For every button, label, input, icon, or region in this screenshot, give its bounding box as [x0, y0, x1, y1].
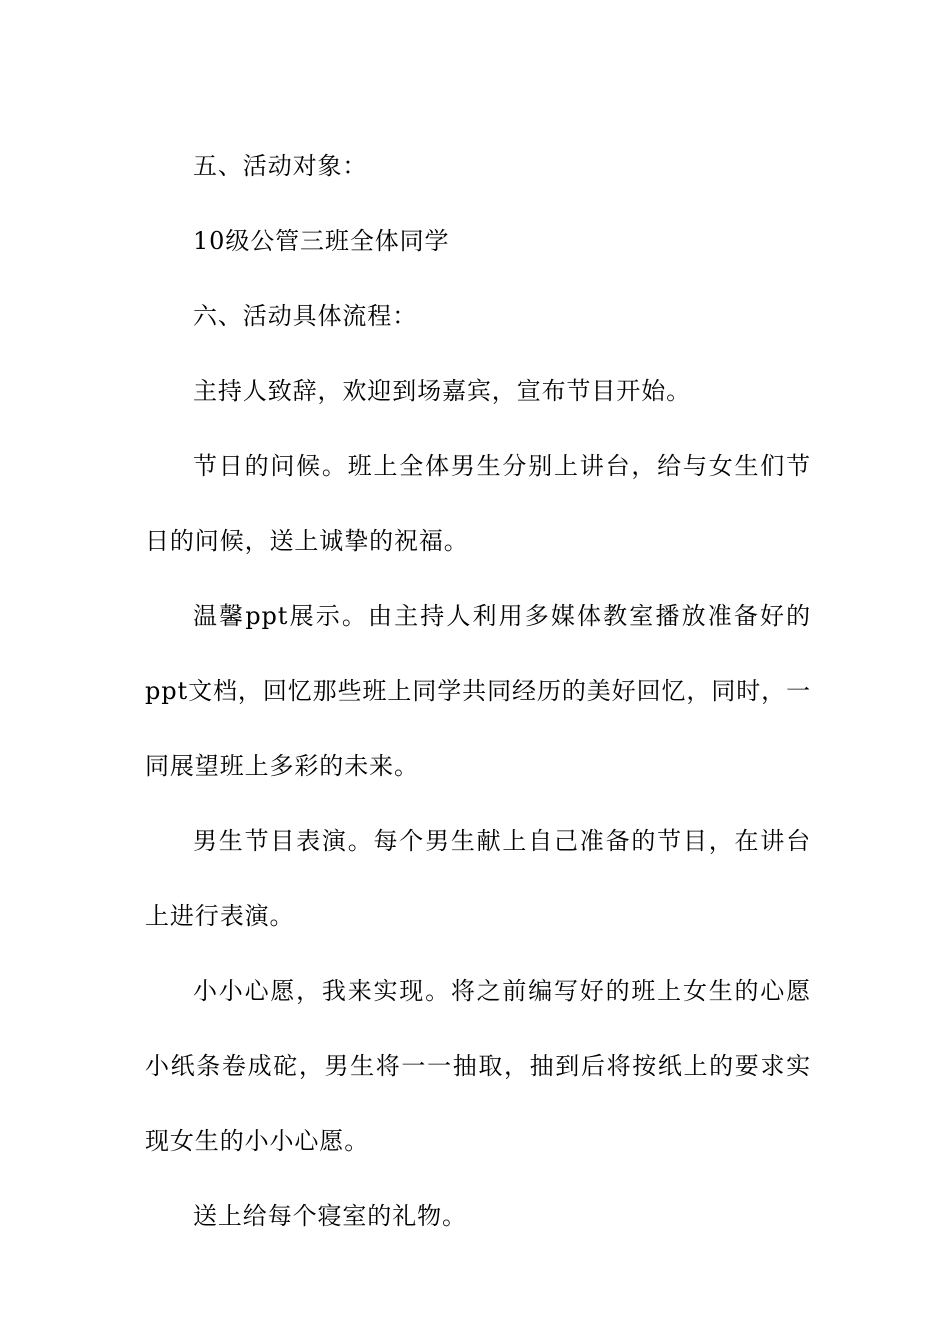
paragraph-performance: 男生节目表演。每个男生献上自己准备的节目，在讲台上进行表演。	[145, 827, 811, 930]
section-heading-six: 六、活动具体流程：	[193, 302, 418, 330]
paragraph-wishes: 小小心愿，我来实现。将之前编写好的班上女生的心愿小纸条卷成砣，男生将一一抽取，抽到后将按纸上的要求实现女生的小小心愿。	[145, 977, 811, 1155]
paragraph-greetings: 节日的问候。班上全体男生分别上讲台，给与女生们节日的问候，送上诚挚的祝福。	[145, 452, 811, 555]
paragraph-ppt-show: 温馨ppt展示。由主持人利用多媒体教室播放准备好的ppt文档，回忆那些班上同学共同经历的美好回忆，同时，一同展望班上多彩的未来。	[145, 602, 811, 780]
document-body	[145, 129, 811, 1254]
paragraph-audience: 10级公管三班全体同学	[193, 227, 450, 255]
paragraph-host-opening: 主持人致辞，欢迎到场嘉宾，宣布节目开始。	[193, 377, 691, 405]
section-heading-five: 五、活动对象：	[193, 152, 368, 180]
paragraph-gifts: 送上给每个寝室的礼物。	[193, 1202, 467, 1230]
